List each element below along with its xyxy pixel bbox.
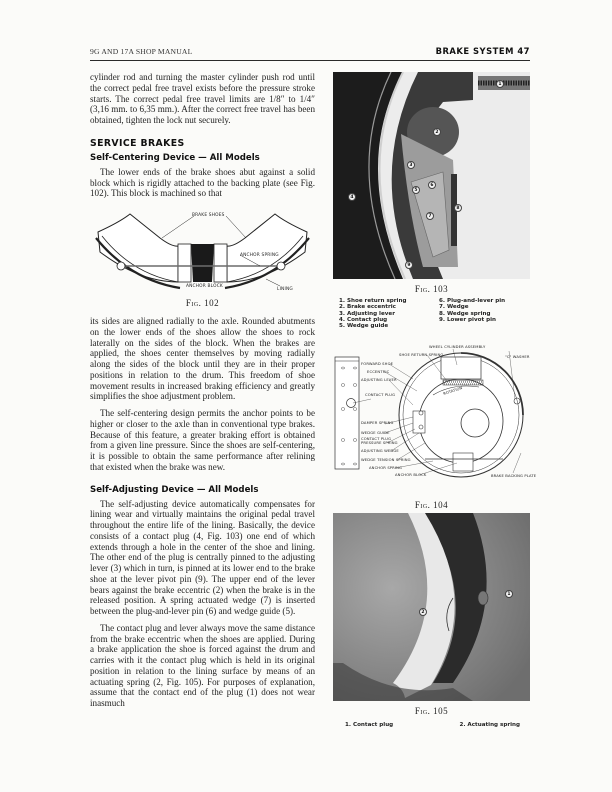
figure-104-diagram [333, 343, 537, 498]
label-lining: LINING [277, 287, 293, 292]
label-contact-plug: CONTACT PLUG [365, 393, 396, 398]
label-anchor-block: ANCHOR BLOCK [186, 284, 223, 289]
left-column [90, 72, 315, 709]
figure-104-caption: Fig. 104 [414, 500, 449, 511]
self-centering-paragraph-3: The self-centering design permits the anchor points to be higher or closer to the axle than in conventional type brakes. Because of this feature, a greater braking effort is obtained from a given line pressure. Since the shoes are self-centering, it is possible to obtain the same performance after relining that existed when the brake was new. [90, 408, 315, 472]
marker-3: 3 [407, 161, 415, 169]
legend-item: 9. Lower pivot pin [439, 316, 496, 323]
section-heading-service-brakes: SERVICE BRAKES [90, 137, 185, 149]
label-anchor-spring: ANCHOR SPRING [240, 253, 279, 258]
right-column [333, 72, 537, 729]
marker-4: 4 [348, 193, 356, 201]
legend-item: 1. Shoe return spring [339, 298, 407, 304]
legend-item: 7. Wedge [439, 304, 469, 311]
marker-1: 1 [505, 590, 513, 598]
brake-shoe-photo-illustration [333, 513, 530, 701]
figure-105-photo [333, 513, 530, 701]
self-adjuster-photo-illustration [333, 72, 530, 279]
subsection-heading-self-adjusting: Self-Adjusting Device — All Models [90, 484, 259, 495]
marker-6: 6 [428, 181, 436, 189]
label-wedge-guide: WEDGE GUIDE [361, 431, 390, 436]
marker-8: 8 [454, 204, 462, 212]
label-rotation: ROTATION [442, 386, 464, 397]
self-centering-paragraph-1: The lower ends of the brake shoes abut against a solid block which is rigidly attached to the backing plate (see Fig. 102). This block is machined so that [90, 166, 315, 199]
label-anchor-block: ANCHOR BLOCK [395, 473, 427, 478]
label-contact-plug-pressure-spring: CONTACT PLUG [361, 437, 392, 442]
marker-2: 2 [433, 128, 441, 136]
figure-102-diagram [90, 202, 315, 297]
figure-102-caption: Fig. 102 [185, 298, 220, 308]
label-eccentric: ECCENTRIC [367, 370, 390, 375]
legend-item: 1. Contact plug [345, 722, 394, 729]
label-adjusting-wedge: ADJUSTING WEDGE [361, 449, 399, 454]
legend-item: 5. Wedge guide [339, 323, 389, 330]
label-anchor-spring: ANCHOR SPRING [369, 466, 403, 471]
label-wedge-tension-spring: WEDGE TENSION SPRING [361, 458, 411, 463]
marker-1: 1 [496, 80, 504, 88]
label-adjusting-lever: ADJUSTING LEVER [361, 378, 397, 383]
label-forward-shoe: FORWARD SHOE [361, 362, 394, 367]
legend-item: 3. Adjusting lever [339, 310, 395, 317]
label-damper-spring: DAMPER SPRING [361, 421, 394, 426]
label-pressure-spring: PRESSURE SPRING [361, 441, 398, 446]
marker-2: 2 [419, 608, 427, 616]
self-centering-paragraph-2: its sides are aligned radially to the axle. Rounded abutments on the lower ends of the shoes allow the shoes to rock laterally on the sides of the block. When the brakes are applied, the shoes center themselves by moving radially along the sides of the block until they are in their proper positions in relation to the drum. This freedom of shoe movement results in increased braking efficiency and greatly simplifies the shoe adjustment problem. [90, 316, 315, 402]
legend-item: 2. Actuating spring [459, 722, 520, 729]
label-wheel-cylinder-assembly: WHEEL CYLINDER ASSEMBLY [429, 345, 486, 350]
intro-paragraph: cylinder rod and turning the master cylinder push rod until the correct pedal free travel exists before the pressure stroke starts. The correct pedal free travel limits are 1/8″ to 1/4″ (3,16 mm. to 6,35 mm.). After the correct free travel has been obtained, tighten the lock nut securely. [90, 72, 315, 125]
subsection-heading-self-centering: Self-Centering Device — All Models [90, 152, 260, 163]
figure-103-caption: Fig. 103 [414, 284, 449, 294]
legend-item: 2. Brake eccentric [339, 304, 396, 311]
figure-103-photo [333, 72, 530, 279]
figure-103-legend [333, 298, 530, 329]
legend-item: 4. Contact plug [339, 316, 388, 323]
page-header [90, 47, 530, 61]
self-adjusting-paragraph-1: The self-adjusting device automatically compensates for lining wear and virtually maintains the original pedal travel throughout the entire life of the lining. Basically, the device consists of a contact plug (4, Fig. 103) one end of which extends through a hole in the center of the shoe and lining. The other end of the plug is centrally pinned to the adjusting lever (3) which in turn, is pinned at its lower end to the brake shoe at the lever pivot pin (9). The upper end of the lever bears against the brake eccentric (2) when the brake is in the released position. A spring actuated wedge (7) is inserted between the plug-and-lever pin (6) and wedge guide (5). [90, 498, 315, 616]
marker-9: 9 [405, 261, 413, 269]
self-adjusting-paragraph-2: The contact plug and lever always move the same distance from the brake eccentric when the shoes are applied. During a brake application the shoe is forced against the drum and carries with it the contact plug which is held in its original position in relation to the lining surface by means of an actuating spring (2, Fig. 105). For purposes of explanation, assume that the contact end of the plug (1) does not wear inasmuch [90, 622, 315, 708]
figure-105-caption: Fig. 105 [414, 706, 449, 717]
label-shoe-return-spring: SHOE RETURN SPRING [399, 353, 444, 358]
figure-105-legend [333, 716, 530, 728]
label-brake-shoes: BRAKE SHOES [192, 213, 225, 218]
marker-5: 5 [412, 186, 420, 194]
label-c-washer: "C" WASHER [505, 355, 530, 360]
label-brake-backing-plate: BRAKE BACKING PLATE [491, 474, 537, 479]
marker-7: 7 [426, 212, 434, 220]
manual-title: 9G AND 17A SHOP MANUAL [90, 47, 193, 56]
section-and-page-number: BRAKE SYSTEM 47 [435, 46, 530, 56]
legend-item: 8. Wedge spring [439, 310, 491, 317]
legend-item: 6. Plug-and-lever pin [439, 298, 506, 304]
